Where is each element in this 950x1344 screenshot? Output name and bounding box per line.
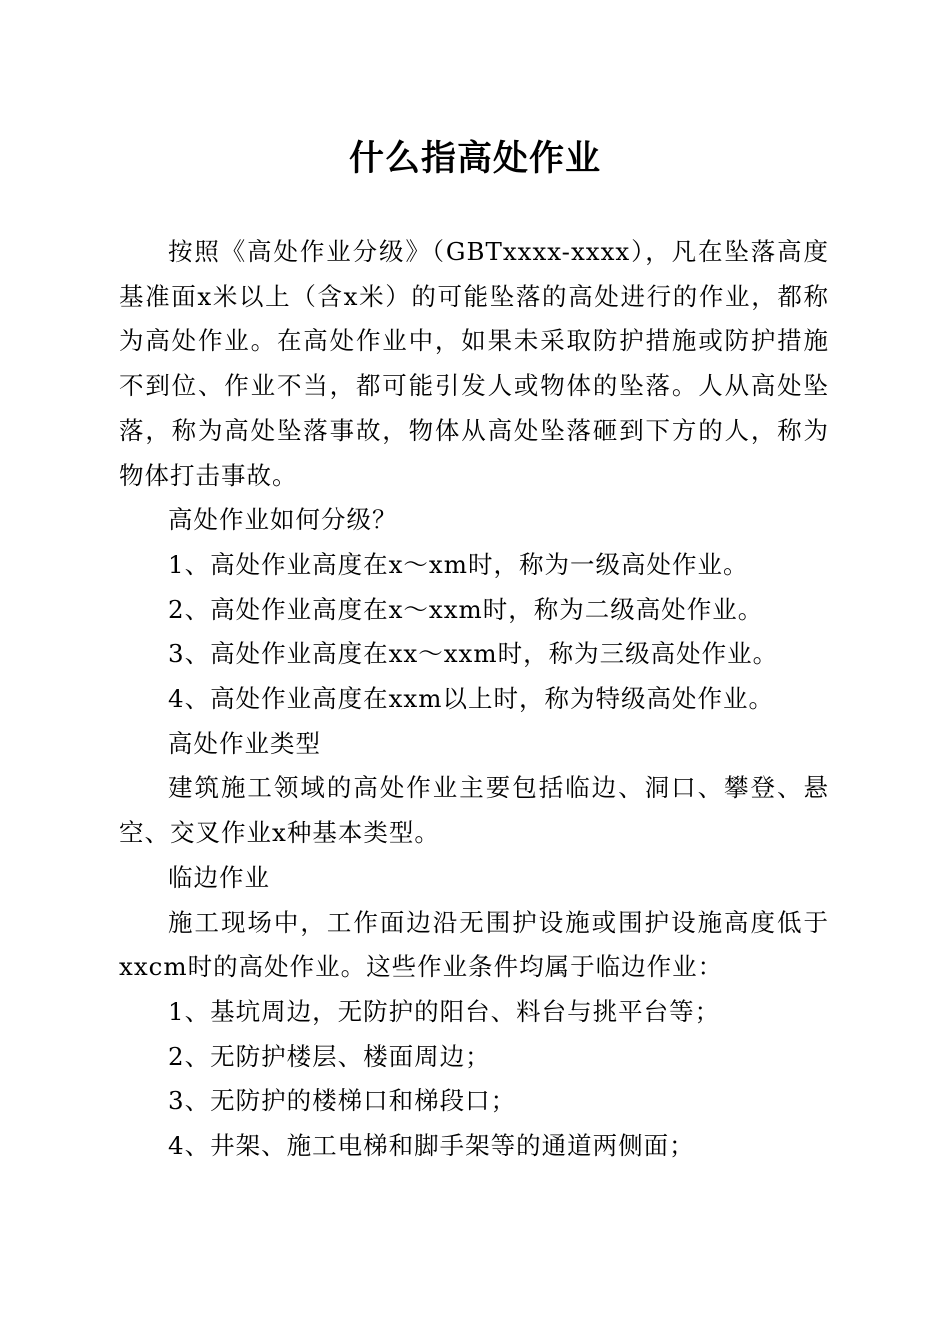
paragraph-edge-item-1: 1、基坑周边，无防护的阳台、料台与挑平台等；: [168, 996, 721, 1026]
paragraph-edge-work-heading: 临边作业: [168, 862, 270, 892]
paragraph-grade-3: 3、高处作业高度在xx～xxm时，称为三级高处作业。: [168, 639, 779, 669]
paragraph-edge-item-3: 3、无防护的楼梯口和梯段口；: [168, 1086, 517, 1116]
paragraph-types-description: 建筑施工领域的高处作业主要包括临边、洞口、攀登、悬空、交叉作业x种基本类型。: [119, 773, 829, 848]
paragraph-grade-2: 2、高处作业高度在x～xxm时，称为二级高处作业。: [168, 594, 764, 624]
paragraph-definition: 按照《高处作业分级》（GBTxxxx-xxxx），凡在坠落高度基准面x米以上（含x米）的可能坠落的高处进行的作业，都称为高处作业。在高处作业中，如果未采取防护措施或防护措施不到位、作业不当，都可能引发人或物体的坠落。人从高处坠落，称为高处坠落事故，物体从高处坠落砸到下方的人，称为物体打击事故。: [119, 237, 829, 490]
paragraph-edge-item-2: 2、无防护楼层、楼面周边；: [168, 1041, 491, 1071]
document-body: [119, 230, 829, 1169]
paragraph-grading-question: 高处作业如何分级？: [168, 505, 398, 535]
paragraph-grade-4: 4、高处作业高度在xxm以上时，称为特级高处作业。: [168, 684, 774, 714]
paragraph-types-heading: 高处作业类型: [168, 728, 321, 758]
document-title: 什么指高处作业: [348, 138, 601, 179]
paragraph-edge-item-4: 4、井架、施工电梯和脚手架等的通道两侧面；: [168, 1131, 695, 1161]
paragraph-edge-work-description: 施工现场中，工作面边沿无围护设施或围护设施高度低于xxcm时的高处作业。这些作业条件均属于临边作业：: [119, 907, 829, 982]
paragraph-grade-1: 1、高处作业高度在x～xm时，称为一级高处作业。: [168, 549, 749, 579]
